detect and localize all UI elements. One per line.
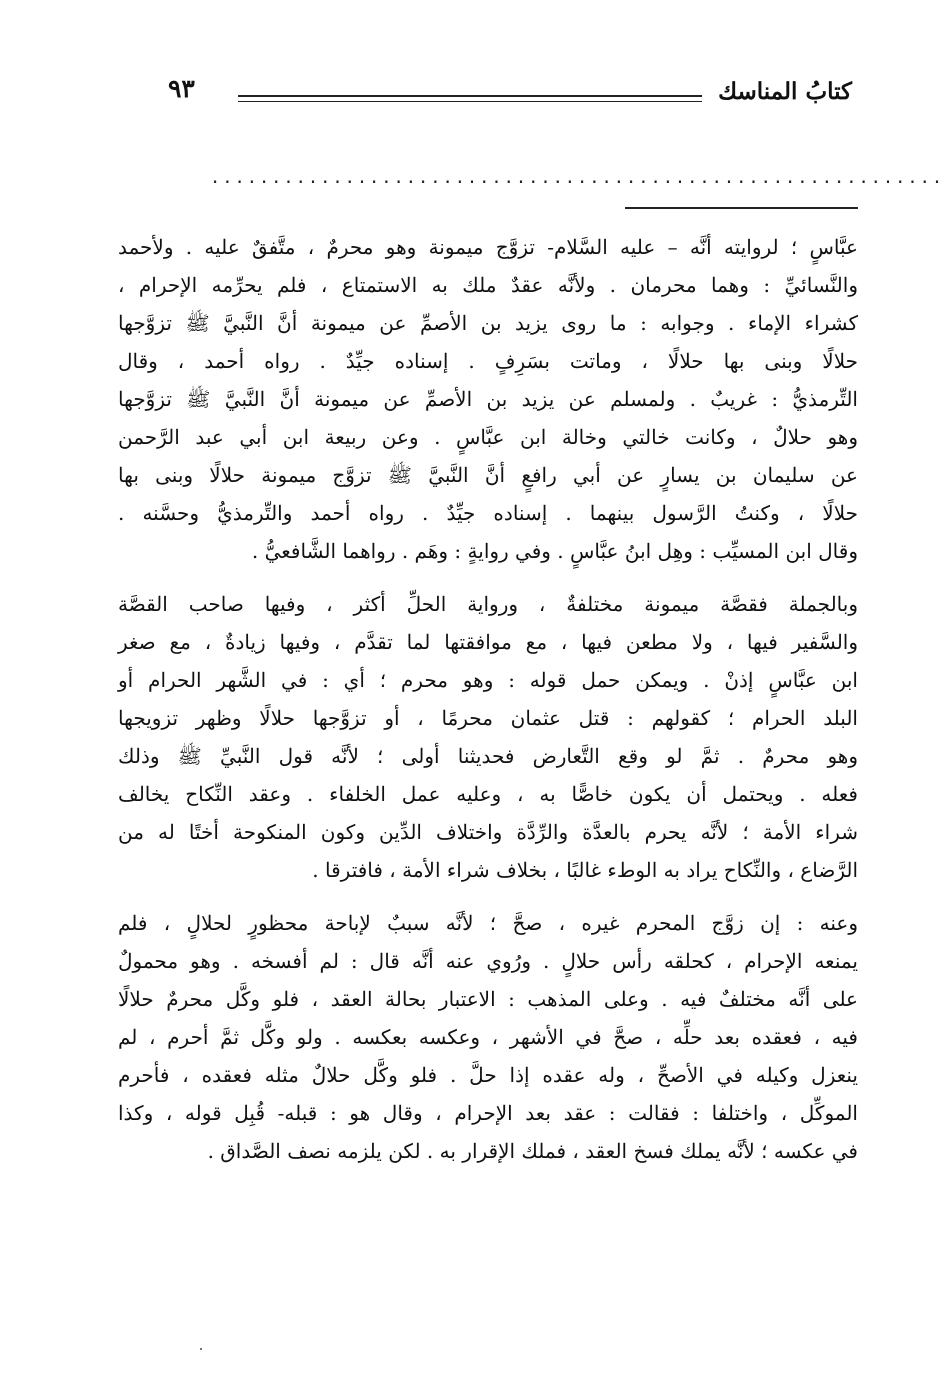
text-line: عبَّاسٍ ؛ لروايته أنَّه – عليه السَّلام- تزوَّج ميمونة وهو محرمٌ ، متَّفقٌ عليه . ولأحمد — [118, 235, 858, 259]
dotted-separator: ............................................................ — [210, 168, 944, 188]
text-line: والنَّسائيِّ : وهما محرمان . ولأنَّه عقدٌ ملك به الاستمتاع ، فلم يحرِّمه الإحرام ، — [118, 273, 858, 297]
text-line: وهو حلالٌ ، وكانت خالتي وخالة ابن عبَّاسٍ . وعن ربيعة ابن أبي عبد الرَّحمن — [118, 425, 858, 449]
text-line: فيه ، فعقده بعد حلِّه ، صحَّ في الأشهر ، وعكسه بعكسه . ولو وكَّل ثمَّ أحرم ، لم — [118, 1025, 858, 1049]
text-line: شراء الأمة ؛ لأنَّه يحرم بالعدَّة والرِّدَّة واختلاف الدِّين وكون المنكوحة أختًا له من — [118, 820, 858, 844]
text-line: ينعزل وكيله في الأصحِّ ، وله عقده إذا حلَّ . فلو وكَّل حلالٌ مثله فعقده ، فأحرم — [118, 1063, 858, 1087]
text-line: والسَّفير فيها ، ولا مطعن فيها ، مع موافقتها لما تقدَّم ، وفيها زيادةٌ ، مع صغر — [118, 630, 858, 654]
book-title: كتابُ المناسك — [718, 78, 852, 105]
text-line: يمنعه الإحرام ، كحلقه رأس حلالٍ . ورُوي عنه أنَّه قال : لم أفسخه . وهو محمولٌ — [118, 949, 858, 973]
text-line: كشراء الإماء . وجوابه : ما روى يزيد بن الأصمِّ عن ميمونة أنَّ النَّبيَّ ﷺ تزوَّجها — [118, 311, 858, 335]
text-line: حلالًا ، وكنتُ الرَّسول بينهما . إسناده جيِّدٌ . رواه أحمد والتِّرمذيُّ وحسَّنه . — [118, 501, 858, 525]
text-line: حلالًا وبنى بها حلالًا ، وماتت بسَرِفٍ . إسناده جيِّدٌ . رواه أحمد ، وقال — [118, 349, 858, 373]
text-line: وبالجملة فقصَّة ميمونة مختلفةٌ ، ورواية الحلِّ أكثر ، وفيها صاحب القصَّة — [118, 592, 858, 616]
paragraph-2 — [118, 585, 858, 889]
text-line: في عكسه ؛ لأنَّه يملك فسخ العقد ، فملك الإقرار به . لكن يلزمه نصف الصَّداق . — [207, 1139, 858, 1163]
paragraph-1 — [118, 228, 858, 570]
text-line: ابن عبَّاسٍ إذنْ . ويمكن حمل قوله : وهو محرم ؛ أي : في الشَّهر الحرام أو — [118, 668, 858, 692]
header-rule-thin — [238, 101, 702, 102]
text-line: وقال ابن المسيِّب : وهِل ابنُ عبَّاسٍ . وفي روايةٍ : وهَم . رواهما الشَّافعيُّ . — [251, 539, 858, 563]
running-head — [140, 74, 852, 118]
text-line: فعله . ويحتمل أن يكون خاصًّا به ، وعليه عمل الخلفاء . وعقد النِّكاح يخالف — [118, 782, 858, 806]
text-line: على أنَّه مختلفٌ فيه . وعلى المذهب : الاعتبار بحالة العقد ، فلو وكَّل محرمٌ حلالًا — [118, 987, 858, 1011]
text-line: عن سليمان بن يسارٍ عن أبي رافعٍ أنَّ النَّبيَّ ﷺ تزوَّج ميمونة حلالًا وبنى بها — [118, 463, 858, 487]
text-line: الرَّضاع ، والنِّكاح يراد به الوطء غالبًا ، بخلاف شراء الأمة ، فافترقا . — [312, 858, 858, 882]
section-rule — [625, 207, 858, 209]
paragraph-3 — [118, 904, 858, 1170]
text-line: البلد الحرام ؛ كقولهم : قتل عثمان محرمًا ، أو تزوَّجها حلالًا وظهر تزويجها — [118, 706, 858, 730]
print-speck — [200, 1348, 202, 1350]
text-line: الموكِّل ، واختلفا : فقالت : عقد بعد الإحرام ، وقال هو : قبله- قُبِل قوله ، وكذا — [118, 1101, 858, 1125]
main-text — [118, 228, 858, 1170]
text-line: وعنه : إن زوَّج المحرم غيره ، صحَّ ؛ لأنَّه سببٌ لإباحة محظورٍ لحلالٍ ، فلم — [118, 911, 858, 935]
header-rule — [238, 95, 702, 97]
text-line: التِّرمذيُّ : غريبٌ . ولمسلم عن يزيد بن الأصمِّ عن ميمونة أنَّ النَّبيَّ ﷺ تزوَّجها — [118, 387, 858, 411]
text-line: وهو محرمٌ . ثمَّ لو وقع التَّعارض فحديثنا أولى ؛ لأنَّه قول النَّبيِّ ﷺ وذلك — [118, 744, 858, 768]
page-number: ٩٣ — [168, 74, 195, 103]
